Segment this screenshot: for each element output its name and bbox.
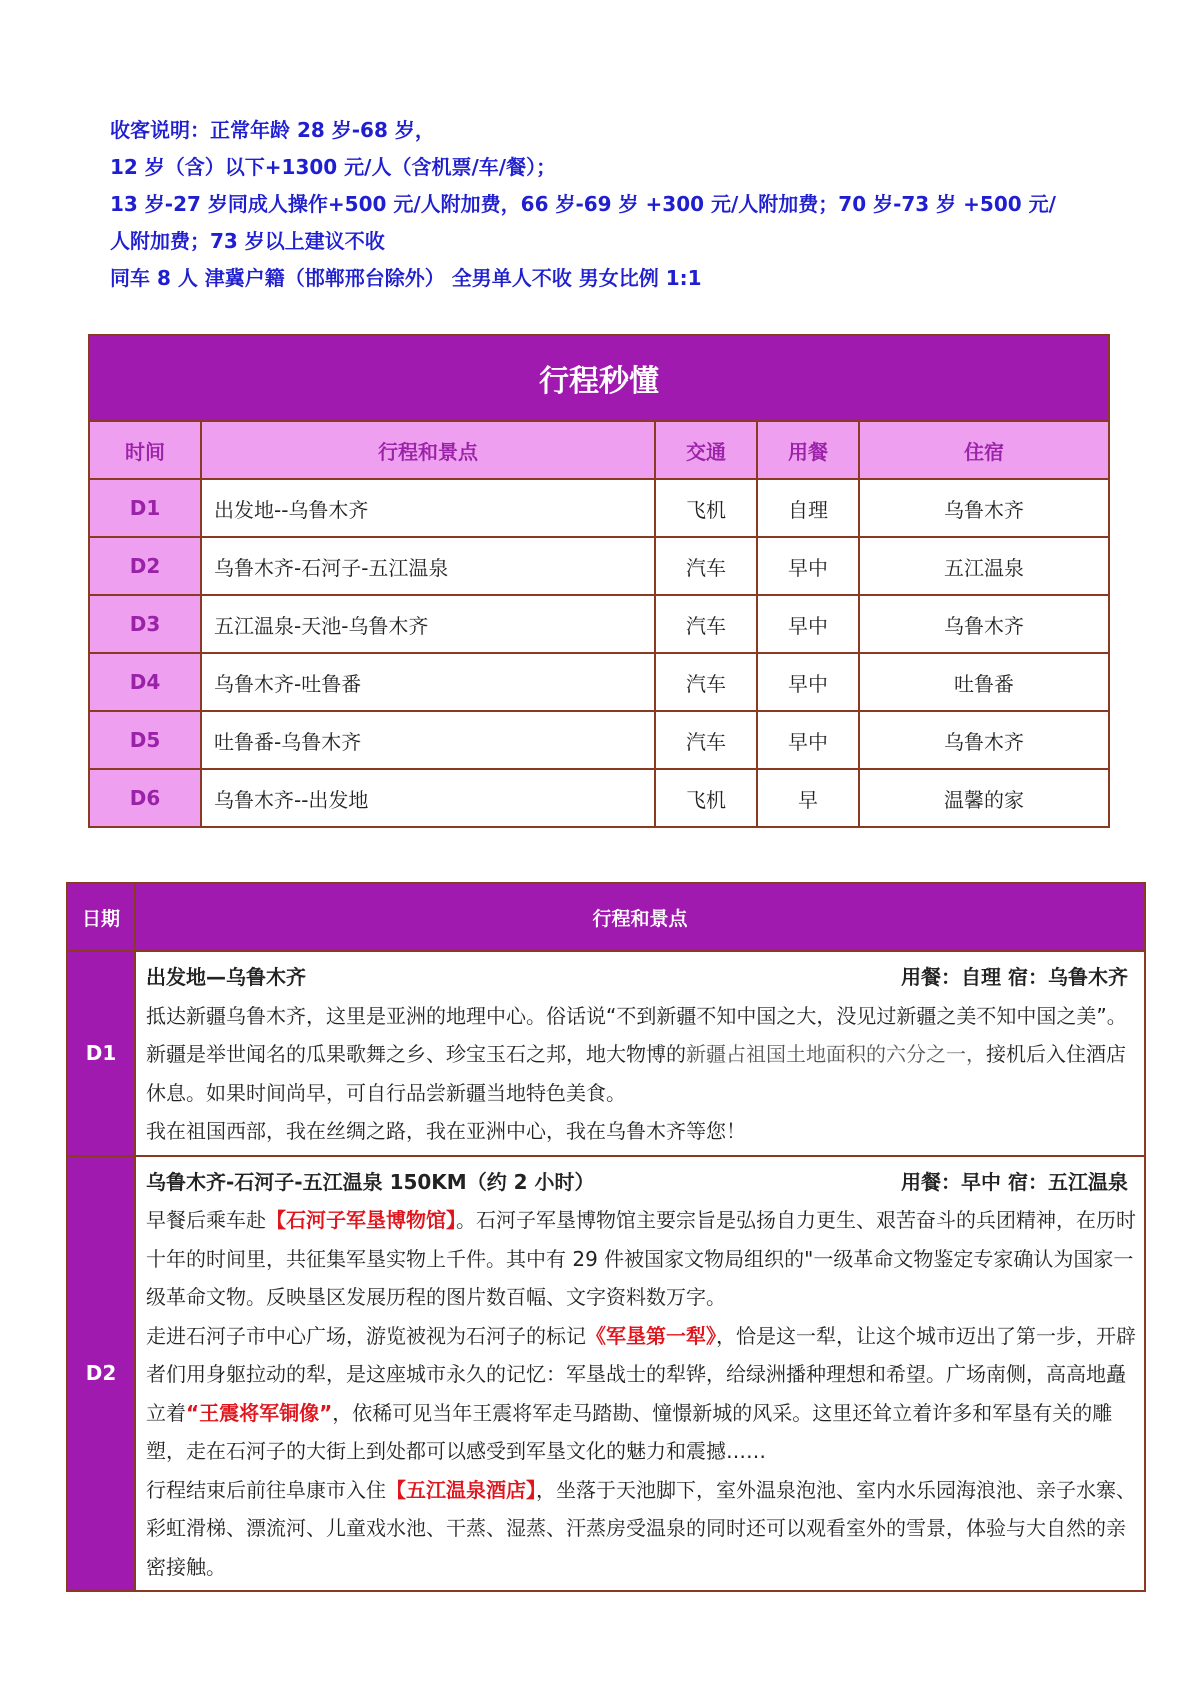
text-segment: 行程结束后前往阜康市入住 [146,1477,386,1502]
itinerary-detail-table [66,882,1146,1592]
text-segment: 接机后入住酒店休息。如果时间尚早，可自行品尝新疆当地特色美食。 [146,1042,1126,1105]
day-content [135,951,1145,1156]
highlight-hotel: 【五江温泉酒店】 [386,1477,536,1502]
day-header [146,1163,1136,1202]
day-paragraph [146,1317,1136,1471]
day-header [146,958,1136,997]
row-stay: 乌鲁木齐 [859,595,1109,653]
highlight-attraction: “王震将军铜像” [186,1400,333,1425]
row-day: D4 [89,653,201,711]
table-row [89,595,1109,653]
row-stay: 吐鲁番 [859,653,1109,711]
row-stay: 五江温泉 [859,537,1109,595]
day-row-d1 [67,951,1145,1156]
day-paragraph [146,1201,1136,1317]
row-route: 出发地--乌鲁木齐 [201,479,655,537]
table-row [89,653,1109,711]
text-segment: 早餐后乘车赴 [146,1208,266,1232]
row-stay: 乌鲁木齐 [859,479,1109,537]
meal-stay: 用餐：自理 宿：乌鲁木齐 [901,965,1128,989]
row-route: 乌鲁木齐-吐鲁番 [201,653,655,711]
header-time: 时间 [89,421,201,479]
row-day: D5 [89,711,201,769]
row-day: D6 [89,769,201,827]
highlight-attraction: 《军垦第一犁》 [586,1323,716,1348]
table-row [89,711,1109,769]
day-title: 出发地—乌鲁木齐 [146,965,306,989]
header-route-detail: 行程和景点 [135,883,1145,951]
notice-line: 收客说明：正常年龄 28 岁-68 岁， [110,118,435,142]
day-row-d2 [67,1156,1145,1592]
row-meal: 早 [757,769,859,827]
row-transport: 飞机 [655,479,757,537]
row-meal: 早中 [757,537,859,595]
notice-line: 13 岁-27 岁同成人操作+500 元/人附加费，66 岁-69 岁 +300 元/人附加费；70 岁-73 岁 +500 元/ [110,192,1056,216]
notice-block [110,112,1110,297]
meal-stay: 用餐：早中 宿：五江温泉 [901,1169,1128,1194]
header-route: 行程和景点 [201,421,655,479]
day-paragraph: 我在祖国西部，我在丝绸之路，我在亚洲中心，我在乌鲁木齐等您！ [146,1119,746,1143]
row-stay: 乌鲁木齐 [859,711,1109,769]
row-transport: 汽车 [655,595,757,653]
header-meal: 用餐 [757,421,859,479]
row-transport: 汽车 [655,537,757,595]
text-segment: ，恰是这一犁，让这个城市迈出了第一步，开辟者们用身躯拉动的犁，是这座城市永久的记忆：军垦战士的犁铧，给绿洲播种理想和希望。广场南侧，高高地矗立着 [146,1323,1136,1425]
day-label: D1 [67,951,135,1156]
row-meal: 自理 [757,479,859,537]
row-route: 乌鲁木齐--出发地 [201,769,655,827]
header-stay: 住宿 [859,421,1109,479]
row-route: 乌鲁木齐-石河子-五江温泉 [201,537,655,595]
text-segment: 抵达新疆乌鲁木齐，这里是亚洲的地理中心。俗话说“不到新疆不知中国之大，没见过新疆之美不知中国之美”。新疆是举世闻名的瓜果歌舞之乡、珍宝玉石之邦，地大物博的 [146,1003,1127,1066]
text-segment: 新疆占祖国土地面积的六分之一， [686,1042,986,1066]
notice-line: 人附加费；73 岁以上建议不收 [110,229,385,253]
highlight-attraction: 【石河子军垦博物馆】 [266,1208,456,1232]
row-transport: 汽车 [655,653,757,711]
row-transport: 汽车 [655,711,757,769]
row-route: 吐鲁番-乌鲁木齐 [201,711,655,769]
header-transport: 交通 [655,421,757,479]
row-meal: 早中 [757,711,859,769]
day-content [135,1156,1145,1592]
summary-title: 行程秒懂 [89,335,1109,421]
day-paragraph [146,997,1136,1113]
notice-line: 12 岁（含）以下+1300 元/人（含机票/车/餐）； [110,155,557,179]
text-segment: 走进石河子市中心广场，游览被视为石河子的标记 [146,1323,586,1348]
row-day: D1 [89,479,201,537]
row-meal: 早中 [757,653,859,711]
day-label: D2 [67,1156,135,1592]
notice-line: 同车 8 人 津冀户籍（邯郸邢台除外） 全男单人不收 男女比例 1:1 [110,266,702,290]
table-row [89,479,1109,537]
row-day: D3 [89,595,201,653]
text-segment: 。石河子军垦博物馆主要宗旨是弘扬自力更生、艰苦奋斗的兵团精神，在历时十年的时间里，共征集军垦实物上千件。其中有 29 件被国家文物局组织的"一级革命文物鉴定专家确认为国家一级革命文物。反映垦区发展历程的图片数百幅、文字资料数万字。 [146,1208,1136,1309]
row-meal: 早中 [757,595,859,653]
itinerary-summary-table [88,334,1110,828]
row-stay: 温馨的家 [859,769,1109,827]
text-segment: ，坐落于天池脚下，室外温泉泡池、室内水乐园海浪池、亲子水寨、彩虹滑梯、漂流河、儿童戏水池、干蒸、湿蒸、汗蒸房受温泉的同时还可以观看室外的雪景，体验与大自然的亲密接触。 [146,1477,1136,1579]
table-row [89,537,1109,595]
row-transport: 飞机 [655,769,757,827]
header-date: 日期 [67,883,135,951]
day-paragraph [146,1471,1136,1587]
table-row [89,769,1109,827]
day-title: 乌鲁木齐-石河子-五江温泉 150KM（约 2 小时） [146,1169,595,1194]
row-route: 五江温泉-天池-乌鲁木齐 [201,595,655,653]
text-segment: ，依稀可见当年王震将军走马踏勘、憧憬新城的风采。这里还耸立着许多和军垦有关的雕塑，走在石河子的大街上到处都可以感受到军垦文化的魅力和震撼…… [146,1400,1113,1463]
row-day: D2 [89,537,201,595]
